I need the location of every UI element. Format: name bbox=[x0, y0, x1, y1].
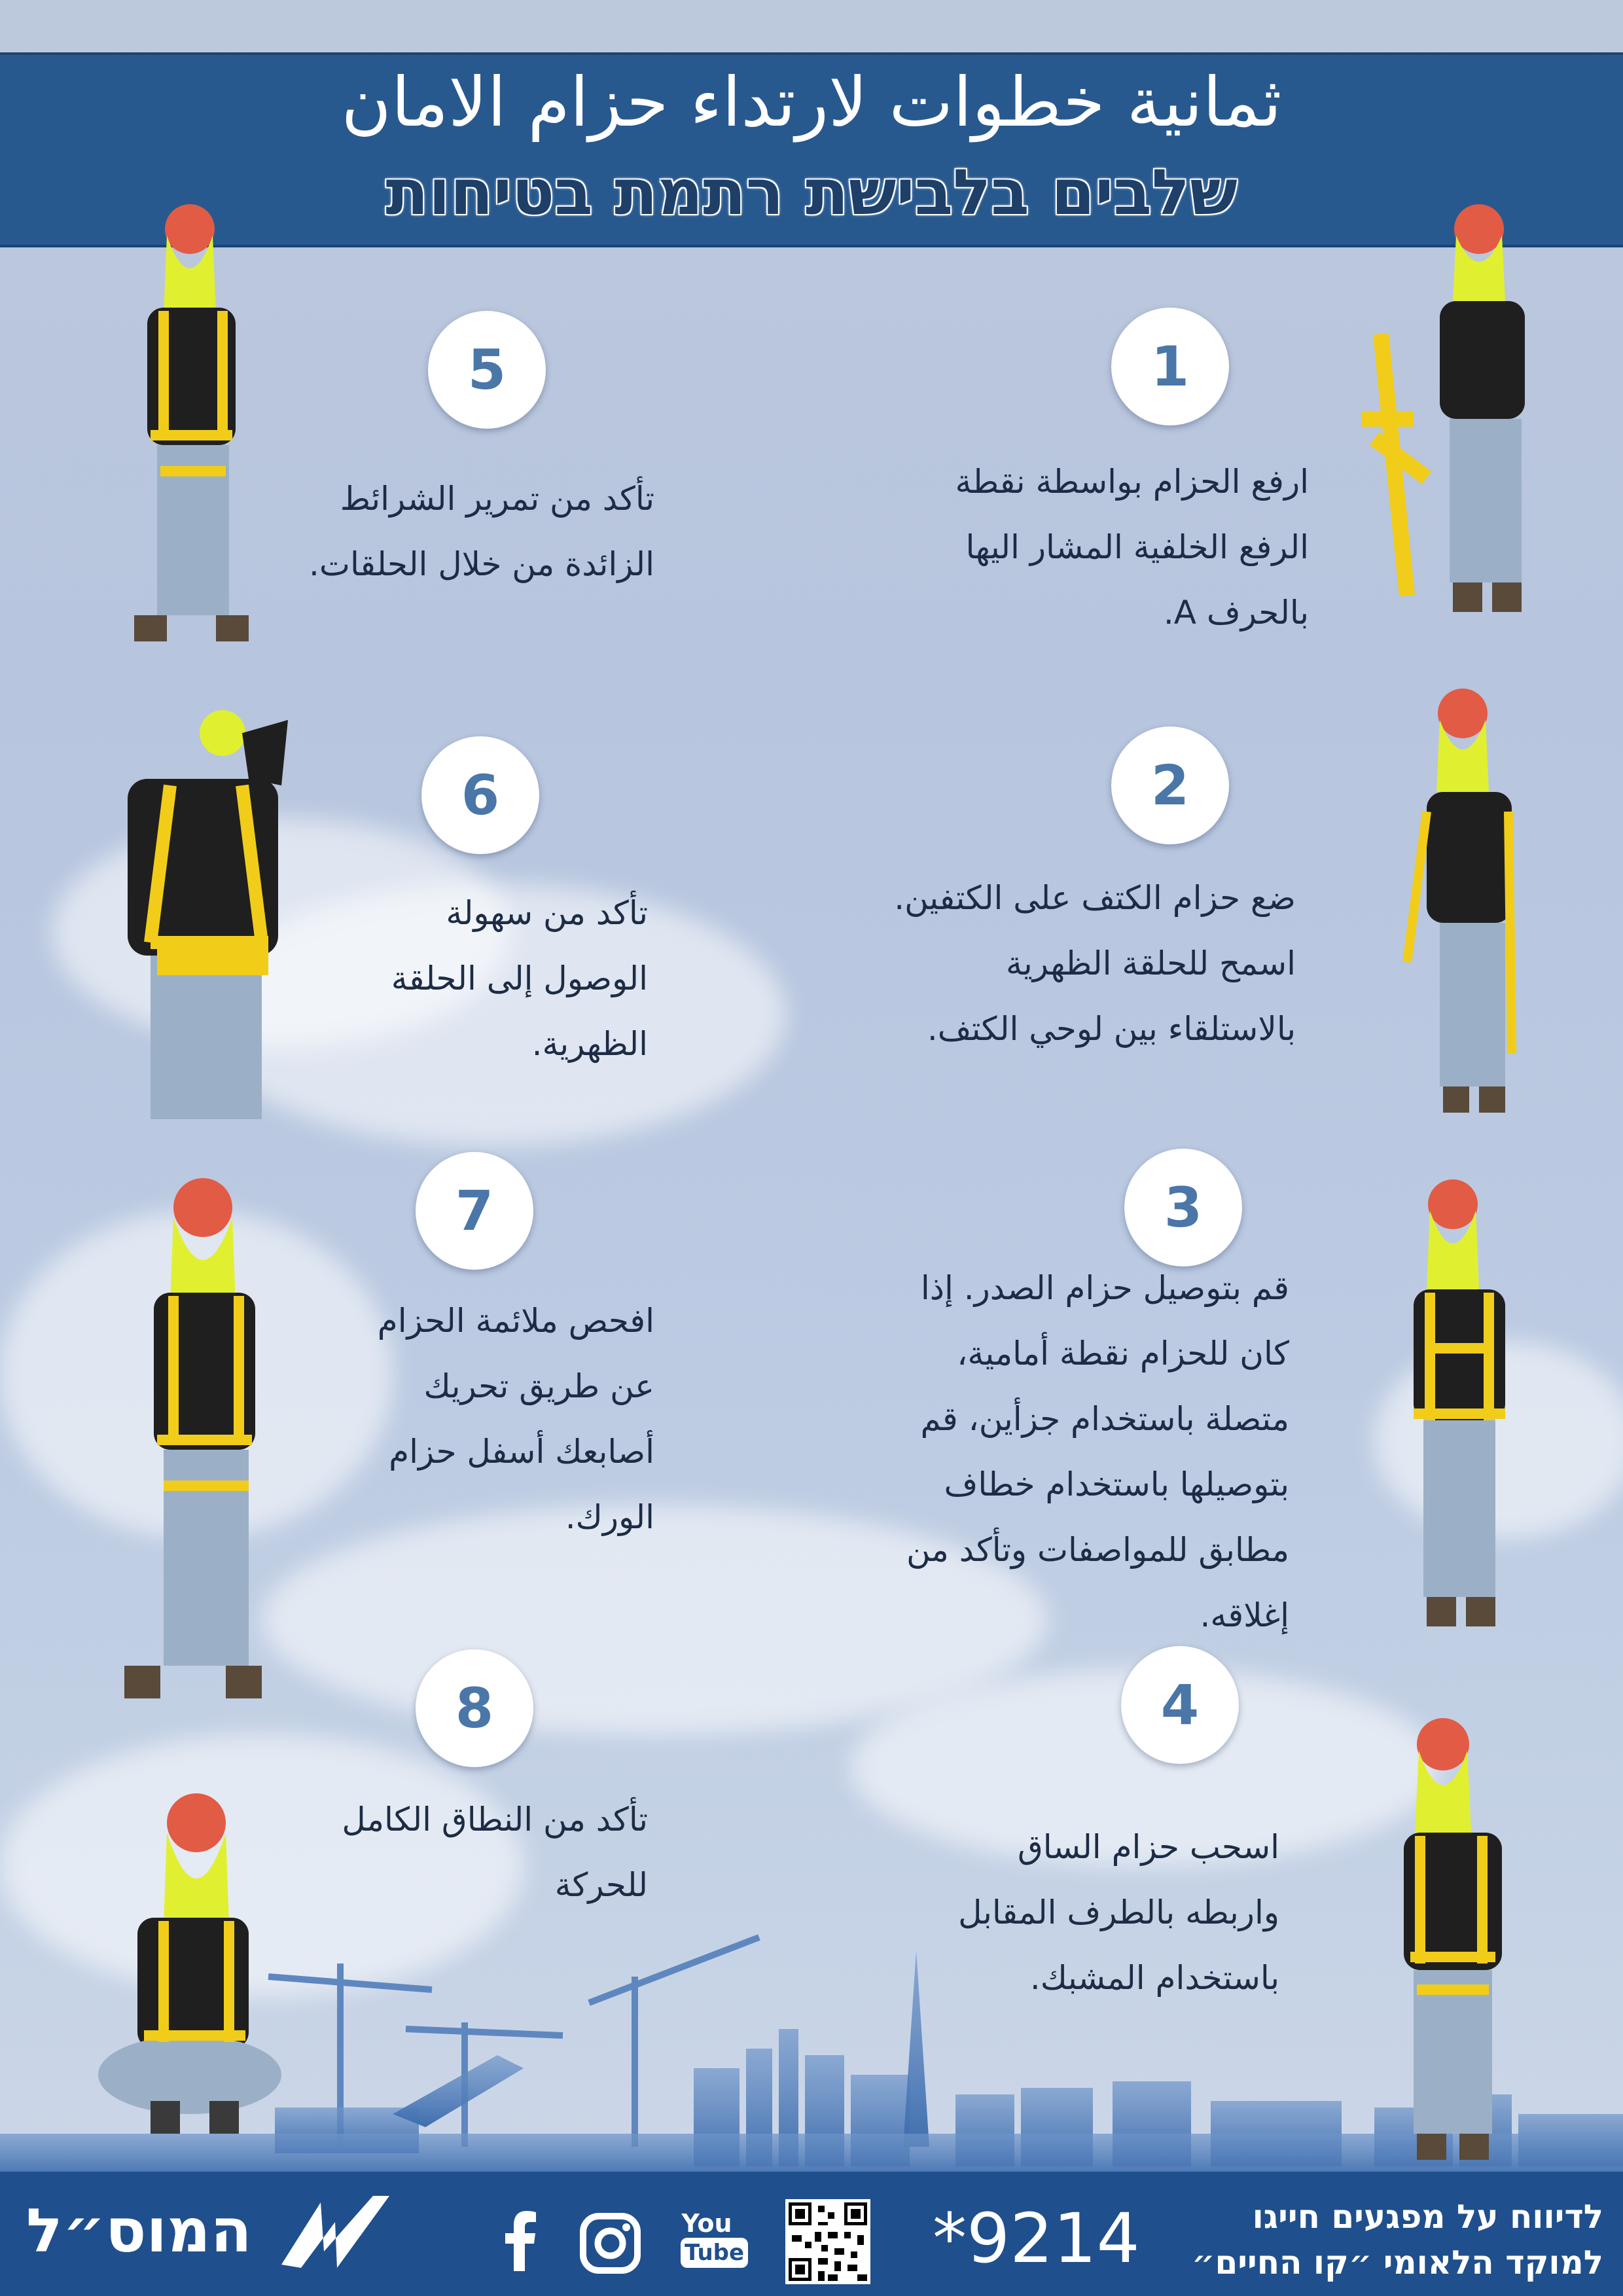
page-subtitle: שלבים בלבישת רתמת בטיחות bbox=[385, 156, 1238, 229]
logo-text: המוס״ל bbox=[26, 2196, 252, 2266]
logo-mark-icon bbox=[275, 2189, 399, 2274]
person-step-3-image bbox=[1374, 1178, 1544, 1636]
report-line-2: למוקד הלאומי ״קו החיים״ bbox=[1191, 2244, 1603, 2282]
step-8-description: تأكد من النطاق الكامل للحركة bbox=[342, 1801, 648, 1904]
step-text-6 bbox=[327, 880, 648, 1077]
step-text-3 bbox=[831, 1255, 1289, 1648]
step-text-7 bbox=[314, 1288, 654, 1550]
step-5-description: تأكد من تمرير الشرائط الزائدة من خلال الحلقات. bbox=[308, 480, 654, 583]
step-4-description: اسحب حزام الساق واربطه بالطرف المقابل باستخدام المشبك. bbox=[958, 1828, 1279, 1997]
person-step-1-image bbox=[1335, 203, 1558, 628]
youtube-bottom-text: Tube bbox=[681, 2238, 748, 2268]
step-7-description: افحص ملائمة الحزام عن طريق تحريك أصابعك أسفل حزام الورك. bbox=[377, 1302, 654, 1536]
step-number-7: 7 bbox=[416, 1152, 533, 1270]
step-number-1: 1 bbox=[1111, 308, 1229, 425]
youtube-top-text: You bbox=[681, 2209, 732, 2238]
person-step-4-image bbox=[1361, 1715, 1544, 2166]
step-number-8: 8 bbox=[416, 1649, 533, 1767]
step-number-5: 5 bbox=[428, 311, 546, 429]
facebook-icon[interactable] bbox=[497, 2206, 543, 2271]
step-2-description: ضع حزام الكتف على الكتفين. اسمح للحلقة الظهرية بالاستلقاء بين لوحي الكتف. bbox=[894, 879, 1296, 1048]
page-title: ثمانية خطوات لارتداء حزام الامان bbox=[341, 62, 1282, 142]
person-step-7-image bbox=[111, 1178, 294, 1721]
hotline-number[interactable]: *9214 bbox=[933, 2198, 1140, 2278]
step-number-3: 3 bbox=[1124, 1149, 1242, 1266]
step-text-4 bbox=[910, 1814, 1279, 2011]
report-line-1: לדיווח על מפגעים חייגו bbox=[1252, 2198, 1603, 2236]
step-text-1 bbox=[890, 449, 1309, 645]
qr-code-icon[interactable] bbox=[785, 2199, 870, 2284]
step-6-description: تأكد من سهولة الوصول إلى الحلقة الظهرية. bbox=[391, 894, 648, 1063]
step-number-6: 6 bbox=[421, 736, 539, 854]
step-text-5 bbox=[249, 466, 654, 597]
step-1-description: ارفع الحزام بواسطة نقطة الرفع الخلفية المشار اليها بالحرف A. bbox=[955, 463, 1309, 632]
instagram-icon[interactable] bbox=[579, 2212, 641, 2274]
youtube-icon[interactable] bbox=[681, 2209, 745, 2274]
person-step-2-image bbox=[1381, 687, 1538, 1126]
step-number-4: 4 bbox=[1121, 1646, 1239, 1764]
step-text-2 bbox=[825, 865, 1296, 1062]
person-step-6-image bbox=[111, 707, 301, 1119]
step-number-2: 2 bbox=[1111, 726, 1229, 844]
logo bbox=[26, 2189, 393, 2274]
step-text-8 bbox=[294, 1787, 648, 1918]
person-step-8-image bbox=[92, 1793, 288, 2147]
step-3-description: قم بتوصيل حزام الصدر. إذا كان للحزام نقطة أمامية، متصلة باستخدام جزأين، قم بتوصيلها باستخدام خطاف مطابق للمواصفات وتأكد من إغلاقه. bbox=[906, 1269, 1289, 1634]
